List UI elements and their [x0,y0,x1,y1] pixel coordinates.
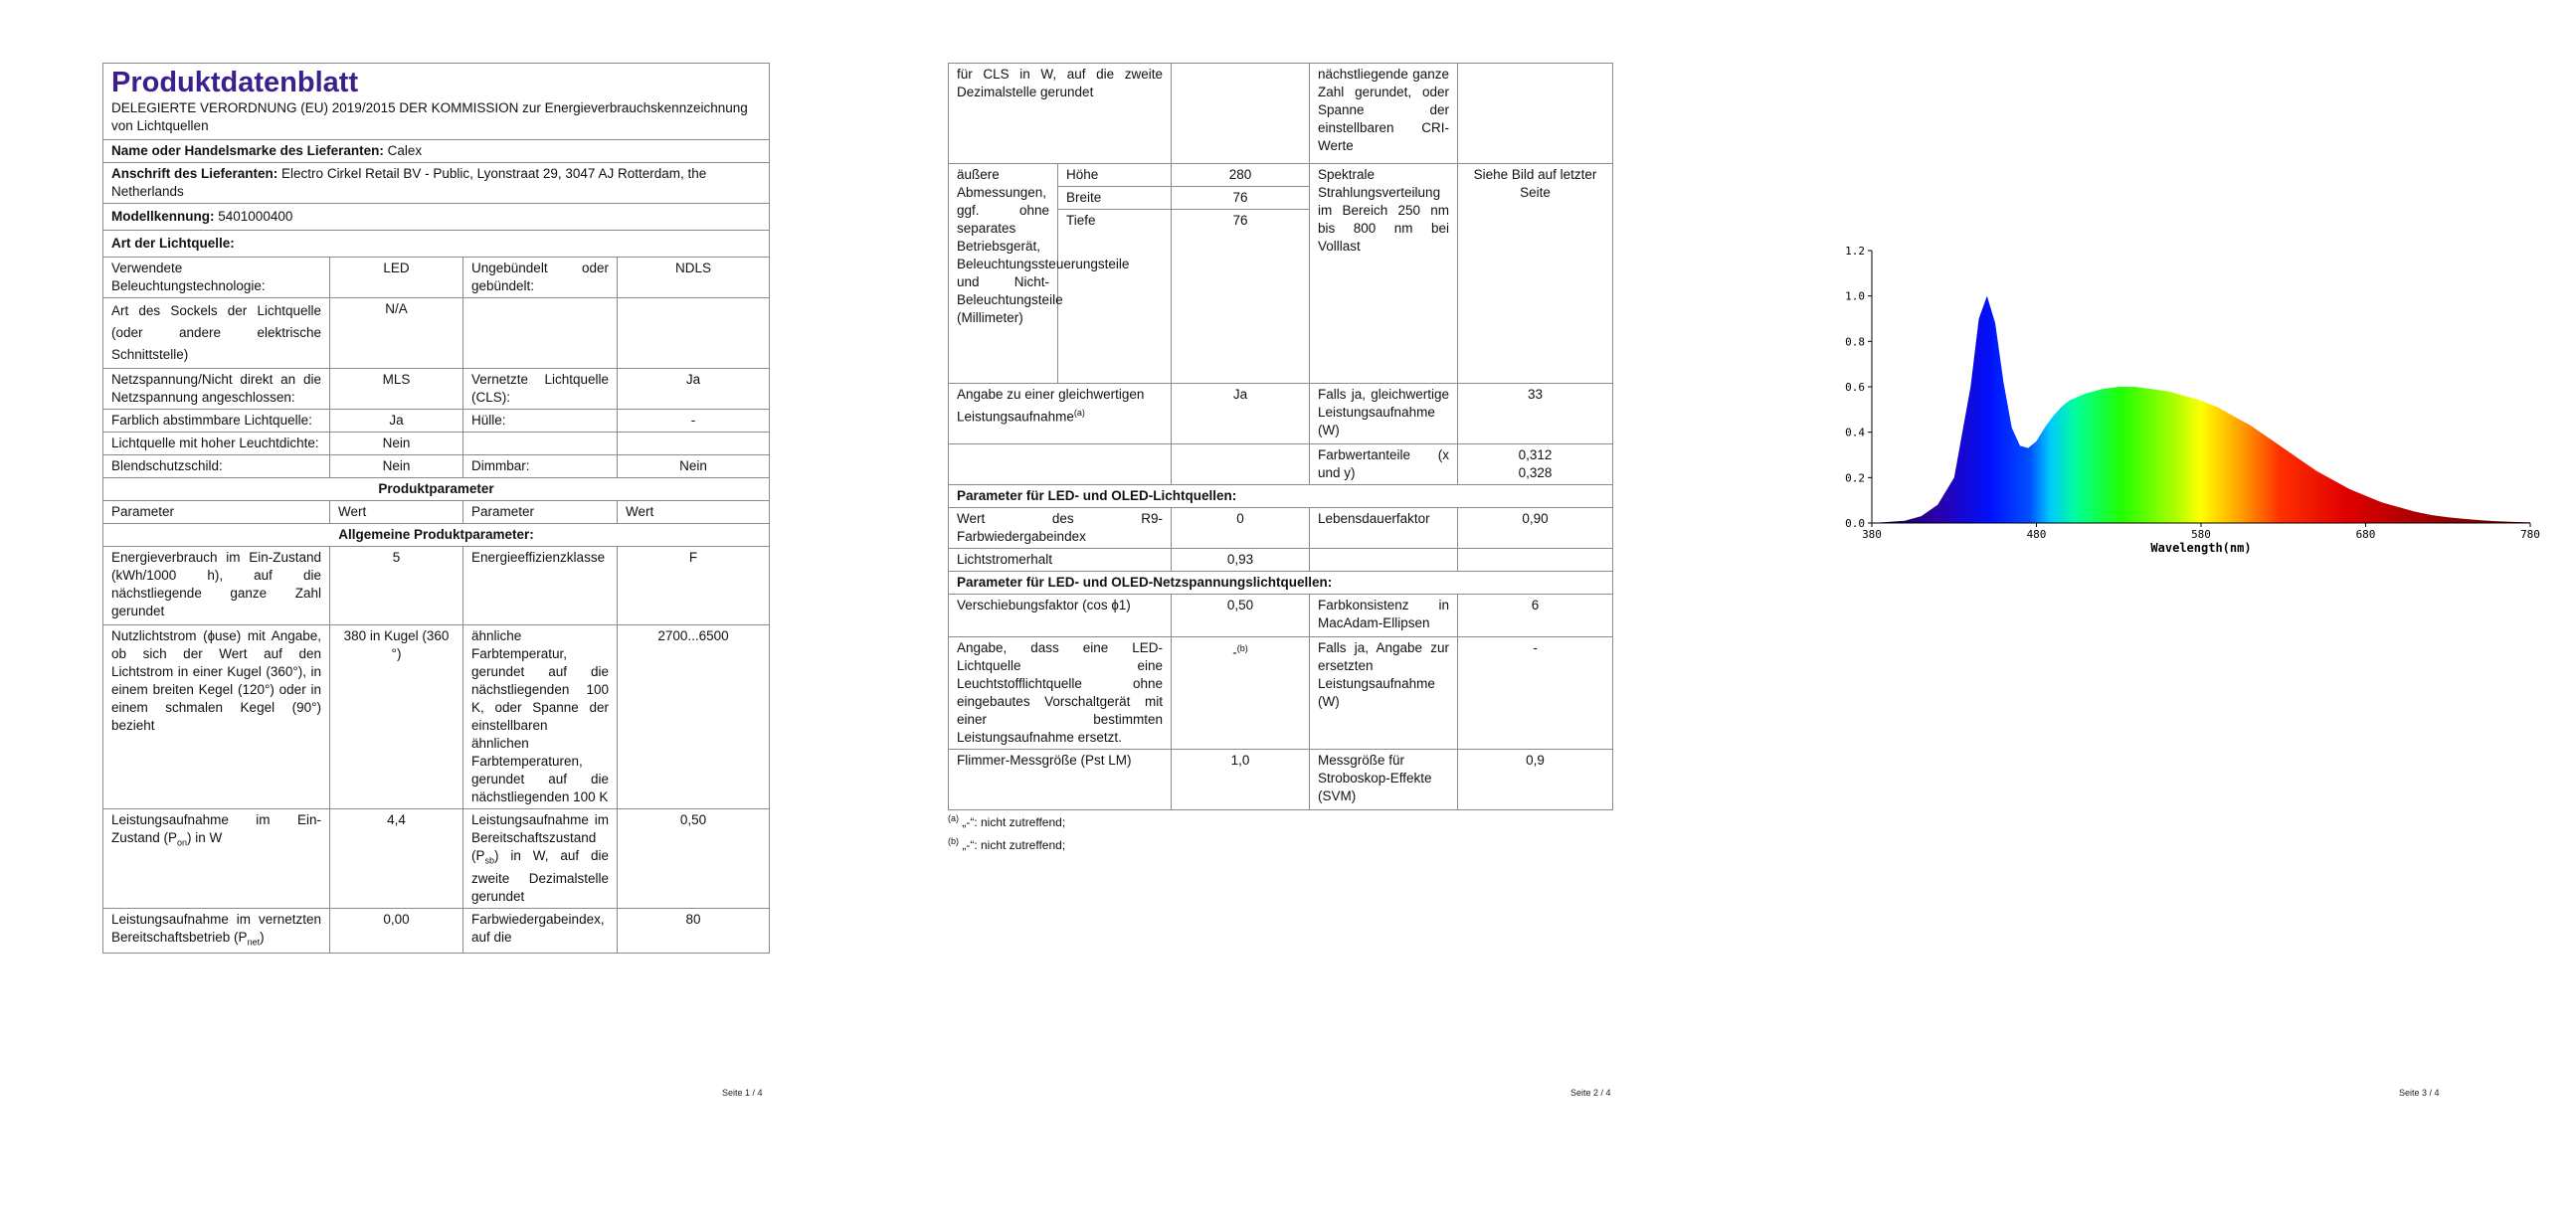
param-value: - [1458,637,1613,750]
col-header-parameter: Parameter [103,501,330,524]
table-row [949,384,1613,444]
y-tick-label: 0.4 [1845,426,1865,439]
table-row [949,64,1613,164]
page-number: Seite 2 / 4 [1570,1088,1611,1098]
param-label: Netzspannung/Nicht direkt an die Netzspannung angeschlossen: [103,369,330,410]
supplier-address: Electro Cirkel Retail BV - Public, Lyonstraat 29, 3047 AJ Rotterdam, the Netherlands [111,166,707,199]
equiv-sup: (a) [1073,408,1085,418]
empty-cell [1458,549,1613,572]
general-params-heading: Allgemeine Produktparameter: [103,524,770,547]
param-value [618,433,770,455]
table-row [949,750,1613,810]
dim-depth-value: 76 [1172,210,1310,384]
x-tick-label: 780 [2520,528,2540,541]
param-label: Falls ja, Angabe zur ersetzten Leistungsaufnahme (W) [1310,637,1458,750]
pnet-sub: net [247,937,261,948]
col-header-parameter: Parameter [463,501,618,524]
param-value: 0 [1172,508,1310,549]
x-axis-label: Wavelength(nm) [2150,541,2252,555]
pnet-label: Leistungsaufnahme im vernetzten Bereitschaftsbetrieb (P [111,911,321,945]
empty-cell [1172,444,1310,485]
model-label: Modellkennung: [111,209,215,224]
dim-width-value: 76 [1172,187,1310,210]
product-datasheet-table-p1 [102,63,770,954]
dimensions-label: äußere Abmessungen, ggf. ohne separates Betriebsgerät, Beleuchtungssteuerungsteile und Nicht-Beleuchtungsteile (Millimeter) [949,164,1058,384]
empty-cell [949,444,1172,485]
param-label [949,384,1172,444]
y-tick-label: 1.0 [1845,289,1865,303]
pon-label: Leistungsaufnahme im Ein-Zustand (P [111,812,321,845]
param-value: 1,0 [1172,750,1310,810]
supplier-name-label: Name oder Handelsmarke des Lieferanten: [111,143,384,158]
param-label: für CLS in W, auf die zweite Dezimalstelle gerundet [949,64,1172,164]
param-label [463,809,618,909]
empty-cell [1310,549,1458,572]
param-label [103,908,330,954]
param-value: F [618,547,770,625]
supplier-address-label: Anschrift des Lieferanten: [111,166,278,181]
supplier-name: Calex [387,143,423,158]
param-label [463,433,618,455]
product-params-heading: Produktparameter [103,478,770,501]
param-value: 0,50 [1172,595,1310,637]
table-row [949,164,1613,187]
param-value: 2700...6500 [618,625,770,809]
param-value: 4,4 [330,809,463,909]
x-tick-label: 580 [2191,528,2211,541]
pon-label-end: ) in W [187,830,223,845]
param-value: N/A [330,298,463,369]
spectrum-area [1872,296,2530,523]
param-value: 6 [1458,595,1613,637]
param-value: 0,90 [1458,508,1613,549]
table-row [103,625,770,809]
param-value: Ja [1172,384,1310,444]
table-row [949,444,1613,485]
param-label: Farbwiedergabeindex, auf die [463,908,618,954]
param-value: Nein [330,455,463,478]
col-header-value: Wert [618,501,770,524]
param-label: Hülle: [463,410,618,433]
footnote-a [948,813,1065,829]
table-row [103,908,770,954]
footnote-b-mark: (b) [948,836,959,846]
param-value [1172,64,1310,164]
param-value: 33 [1458,384,1613,444]
spectral-distribution-chart [1820,235,2576,573]
table-row [103,547,770,625]
param-label: Falls ja, gleichwertige Leistungsaufnahme (W) [1310,384,1458,444]
y-tick-label: 0.6 [1845,381,1865,394]
retrofit-value: - [1232,644,1237,660]
param-label [103,809,330,909]
type-heading: Art der Lichtquelle: [103,231,770,258]
dim-height-label: Höhe [1058,164,1172,187]
param-label: Art des Sockels der Lichtquelle (oder andere elektrische Schnittstelle) [103,298,330,369]
param-label: Flimmer-Messgröße (Pst LM) [949,750,1172,810]
param-label: Messgröße für Stroboskop-Effekte (SVM) [1310,750,1458,810]
page-1 [0,0,848,1222]
param-label: Energieverbrauch im Ein-Zustand (kWh/1000 h), auf die nächstliegende ganze Zahl gerundet [103,547,330,625]
spectral-value: Siehe Bild auf letzter Seite [1458,164,1613,384]
led-heading: Parameter für LED- und OLED-Lichtquellen: [949,485,1613,508]
param-label: Angabe, dass eine LED-Lichtquelle eine Leuchtstofflichtquelle ohne eingebautes Vorschaltgerät mit einer bestimmten Leistungsaufnahme ersetzt. [949,637,1172,750]
column-header-row [103,501,770,524]
y-tick-label: 0.0 [1845,517,1865,530]
psb-label-end: ) in W, auf die zweite Dezimalstelle gerundet [471,848,609,904]
table-row [949,508,1613,549]
param-value: LED [330,258,463,298]
col-header-value: Wert [330,501,463,524]
param-value: 5 [330,547,463,625]
table-row [103,258,770,298]
param-label: Lichtquelle mit hoher Leuchtdichte: [103,433,330,455]
param-label: nächstliegende ganze Zahl gerundet, oder Spanne der einstellbaren CRI-Werte [1310,64,1458,164]
param-value: 0,50 [618,809,770,909]
chroma-x: 0,312 [1518,447,1553,462]
table-row [949,637,1613,750]
page-number: Seite 3 / 4 [2399,1088,2440,1098]
y-tick-label: 0.8 [1845,335,1865,349]
footnote-a-text: „-“: nicht zutreffend; [962,815,1066,829]
mains-heading: Parameter für LED- und OLED-Netzspannungslichtquellen: [949,572,1613,595]
param-label: Verwendete Beleuchtungstechnologie: [103,258,330,298]
x-ticks [1862,523,2540,541]
table-row [949,549,1613,572]
param-label: Energieeffizienzklasse [463,547,618,625]
x-tick-label: 480 [2026,528,2047,541]
param-label: Dimmbar: [463,455,618,478]
page-2 [848,0,1697,1222]
param-value [1458,444,1613,485]
param-label: Farblich abstimmbare Lichtquelle: [103,410,330,433]
equiv-label: Angabe zu einer gleichwertigen Leistungsaufnahme [957,387,1145,425]
param-value: - [618,410,770,433]
x-tick-label: 680 [2355,528,2376,541]
param-label: Verschiebungsfaktor (cos ɸ1) [949,595,1172,637]
param-value [1458,64,1613,164]
psb-label: Leistungsaufnahme im Bereitschaftszustand (P [471,812,609,863]
param-label: Vernetzte Lichtquelle (CLS): [463,369,618,410]
dim-height-value: 280 [1172,164,1310,187]
y-tick-label: 0.2 [1845,471,1865,485]
regulation-text: DELEGIERTE VERORDNUNG (EU) 2019/2015 DER KOMMISSION zur Energieverbrauchskennzeichnung von Lichtquellen [111,100,748,133]
param-value: Ja [330,410,463,433]
table-row [103,455,770,478]
dim-depth-label: Tiefe [1058,210,1172,384]
table-row [103,410,770,433]
param-value: 380 in Kugel (360 °) [330,625,463,809]
param-label: Ungebündelt oder gebündelt: [463,258,618,298]
table-row [103,369,770,410]
param-label: ähnliche Farbtemperatur, gerundet auf die nächstliegenden 100 K, oder Spanne der einstellbaren ähnlichen Farbtemperaturen, gerundet auf die nächstliegenden 100 K [463,625,618,809]
chroma-y: 0,328 [1518,465,1553,480]
param-value: Ja [618,369,770,410]
param-value: 80 [618,908,770,954]
param-label: Farbkonsistenz in MacAdam-Ellipsen [1310,595,1458,637]
param-value: Nein [330,433,463,455]
param-label: Nutzlichtstrom (ɸuse) mit Angabe, ob sich der Wert auf den Lichtstrom in einer Kugel (360°), in einem breiten Kegel (120°) oder in einem schmalen Kegel (90°) bezieht [103,625,330,809]
product-datasheet-table-p2 [948,63,1613,810]
param-value: 0,93 [1172,549,1310,572]
footnote-b-text: „-“: nicht zutreffend; [962,838,1066,852]
param-label: Farbwertanteile (x und y) [1310,444,1458,485]
param-value [618,298,770,369]
table-row [103,809,770,909]
dim-width-label: Breite [1058,187,1172,210]
param-label: Blendschutzschild: [103,455,330,478]
page-number: Seite 1 / 4 [722,1088,763,1098]
table-row [949,595,1613,637]
param-value: 0,9 [1458,750,1613,810]
table-row [103,433,770,455]
param-value: Nein [618,455,770,478]
param-label: Lebensdauerfaktor [1310,508,1458,549]
param-label [463,298,618,369]
psb-sub: sb [484,855,495,866]
spectral-label: Spektrale Strahlungsverteilung im Bereich 250 nm bis 800 nm bei Volllast [1310,164,1458,384]
y-ticks [1845,245,1872,530]
param-label: Wert des R9-Farbwiedergabeindex [949,508,1172,549]
page-3 [1697,0,2545,1222]
retrofit-sup: (b) [1236,643,1248,653]
param-value [1172,637,1310,750]
pnet-label-end: ) [260,929,265,945]
footnote-b [948,836,1065,852]
y-tick-label: 1.2 [1845,245,1865,258]
param-value: MLS [330,369,463,410]
footnote-a-mark: (a) [948,813,959,823]
param-label: Lichtstromerhalt [949,549,1172,572]
page-title: Produktdatenblatt [111,67,359,98]
param-value: NDLS [618,258,770,298]
param-value: 0,00 [330,908,463,954]
pon-sub: on [177,837,188,848]
model-id: 5401000400 [218,209,293,224]
x-tick-label: 380 [1862,528,1882,541]
table-row [103,298,770,369]
